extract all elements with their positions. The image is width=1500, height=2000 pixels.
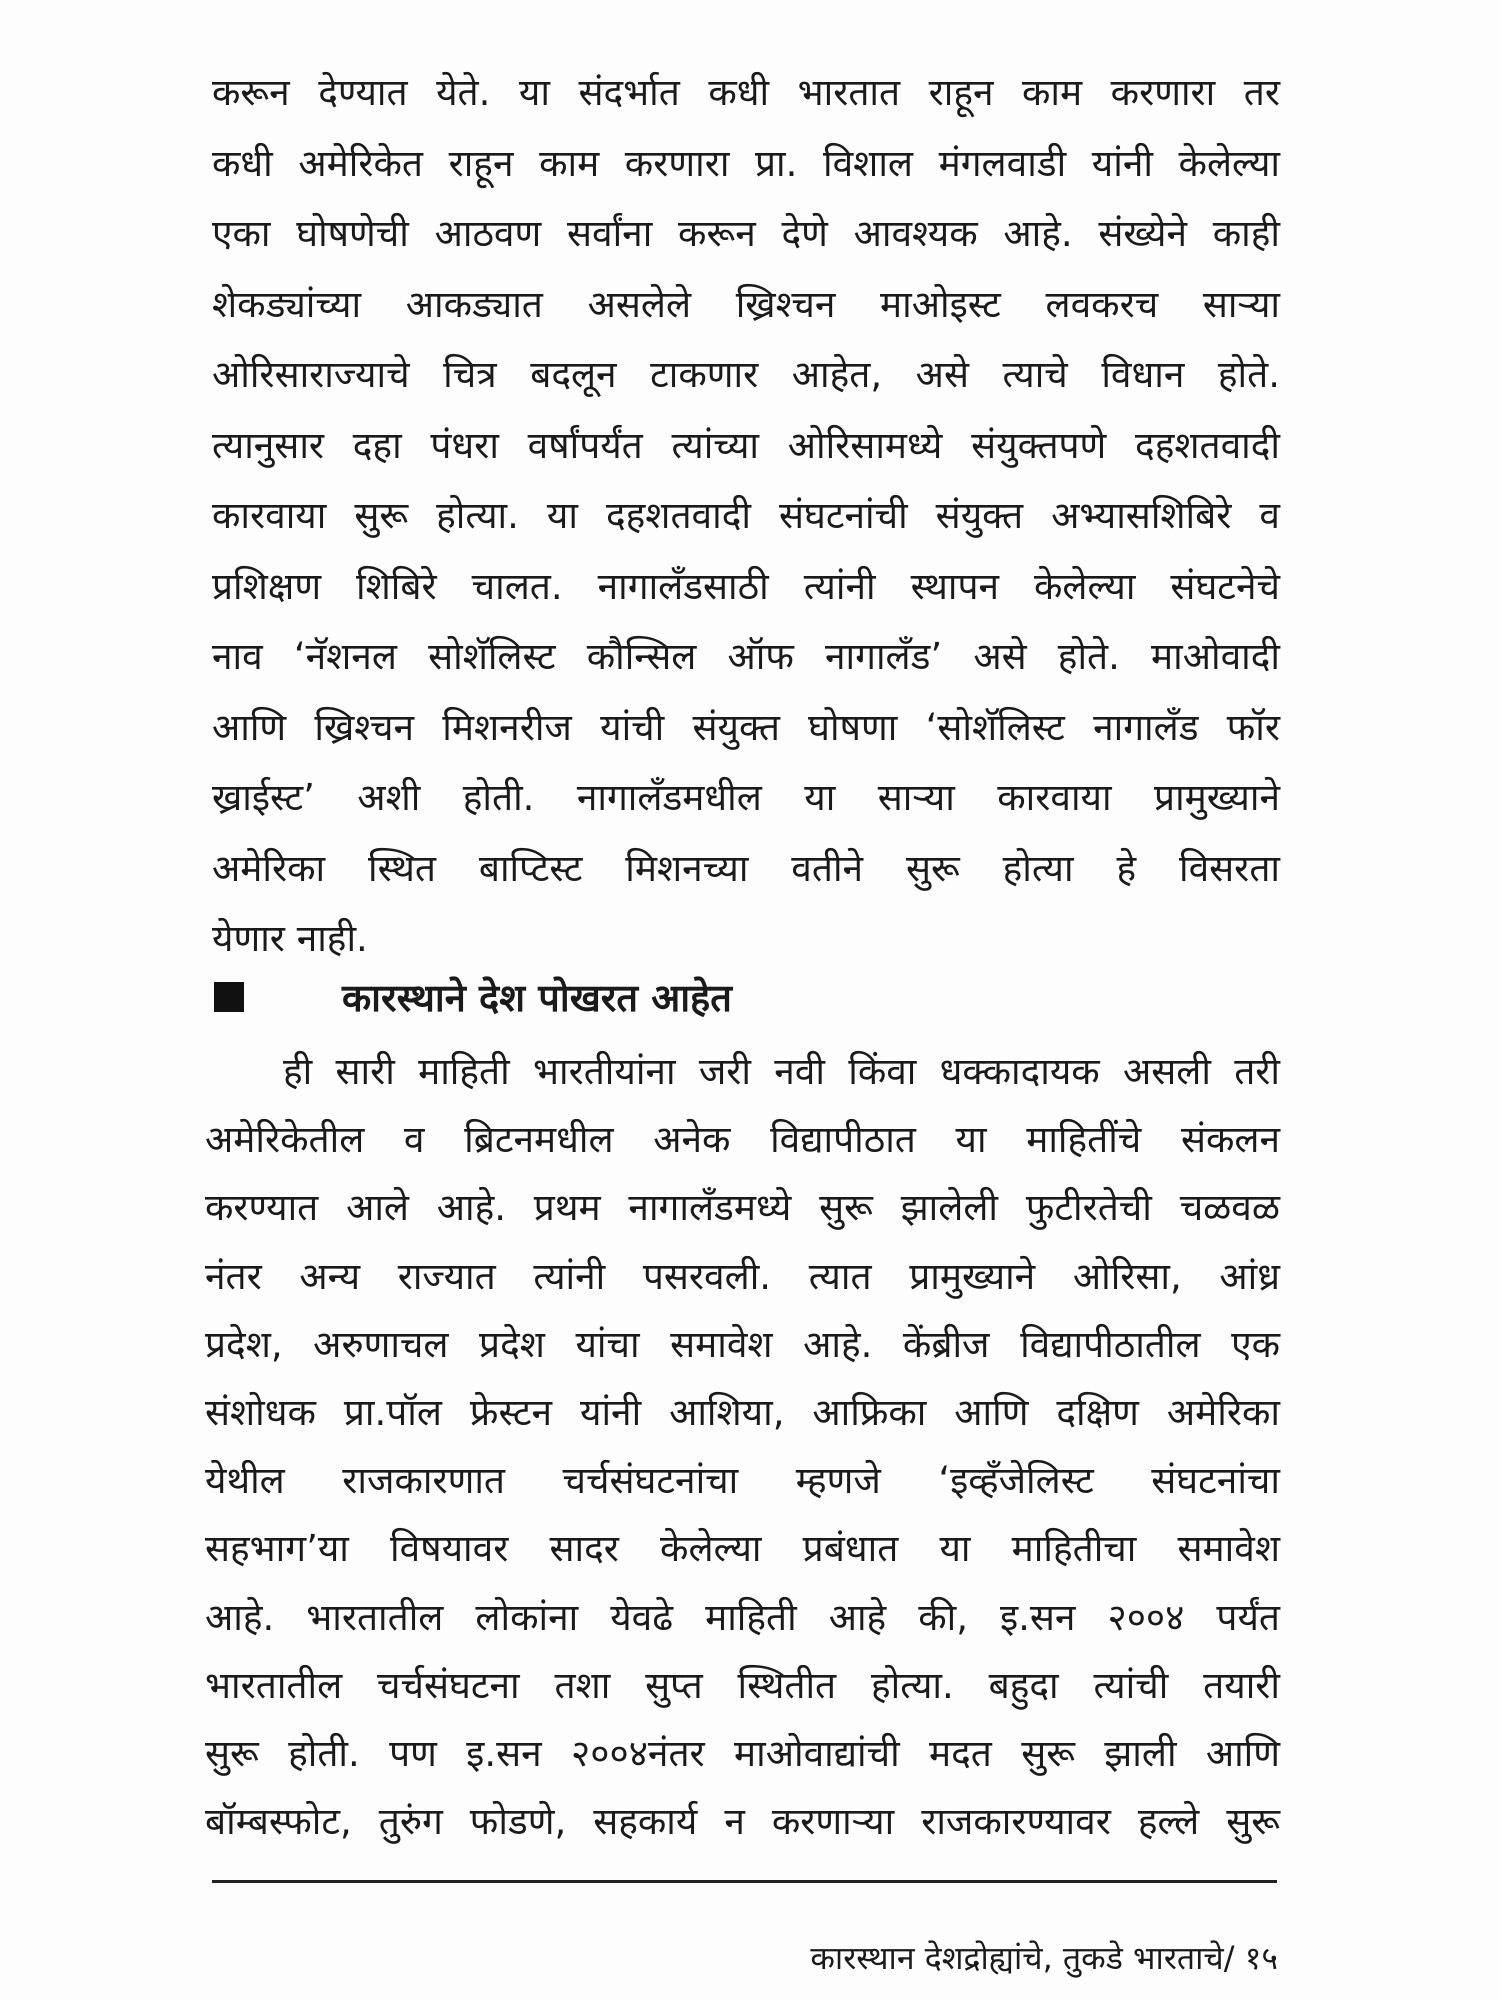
paragraph-2-line: बॉम्बस्फोट, तुरुंग फोडणे, सहकार्य न करणाऱ्या राजकारण्यावर हल्ले सुरू: [205, 1800, 1280, 1844]
footer-divider: [212, 1880, 1277, 1883]
paragraph-2-line: अमेरिकेतील व ब्रिटनमधील अनेक विद्यापीठात या माहितींचे संकलन: [205, 1118, 1280, 1162]
paragraph-2: [205, 1038, 1280, 1856]
paragraph-1-line: कारवाया सुरू होत्या. या दहशतवादी संघटनांची संयुक्त अभ्यासशिबिरे व: [212, 494, 1280, 537]
paragraph-2-line: येथील राजकारणात चर्चसंघटनांचा म्हणजे ‘इव्हँजेलिस्ट संघटनांचा: [205, 1459, 1280, 1503]
paragraph-1-line: नाव ‘नॅशनल सोशॅलिस्ट कौन्सिल ऑफ नागालँड’ असे होते. माओवादी: [212, 635, 1280, 678]
running-footer: कारस्थान देशद्रोह्यांचे, तुकडे भारताचे/ १५: [810, 1939, 1278, 1977]
paragraph-1-line: अमेरिका स्थित बाप्टिस्ट मिशनच्या वतीने सुरू होत्या हे विसरता: [212, 846, 1280, 890]
paragraph-1-line: येणार नाही.: [212, 917, 368, 960]
paragraph-1-line: एका घोषणेची आठवण सर्वांना करून देणे आवश्यक आहे. संख्येने काही: [212, 212, 1280, 255]
paragraph-2-line: करण्यात आले आहे. प्रथम नागालँडमध्ये सुरू झालेली फुटीरतेची चळवळ: [205, 1186, 1280, 1230]
paragraph-2-line: प्रदेश, अरुणाचल प्रदेश यांचा समावेश आहे. केंब्रीज विद्यापीठातील एक: [205, 1322, 1280, 1366]
paragraph-1-line: कधी अमेरिकेत राहून काम करणारा प्रा. विशाल मंगलवाडी यांनी केलेल्या: [212, 141, 1280, 185]
paragraph-1-line: ओरिसाराज्याचे चित्र बदलून टाकणार आहेत, असे त्याचे विधान होते.: [212, 353, 1280, 396]
paragraph-1-line: आणि ख्रिश्चन मिशनरीज यांची संयुक्त घोषणा ‘सोशॅलिस्ट नागालँड फॉर: [212, 705, 1280, 749]
paragraph-1-line: त्यानुसार दहा पंधरा वर्षांपर्यंत त्यांच्या ओरिसामध्ये संयुक्तपणे दहशतवादी: [212, 423, 1280, 467]
section-heading: कारस्थाने देश पोखरत आहेत: [342, 976, 732, 1020]
paragraph-1: [212, 58, 1280, 975]
paragraph-1-line: ख्राईस्ट’ अशी होती. नागालँडमधील या साऱ्या कारवाया प्रामुख्याने: [212, 776, 1280, 819]
paragraph-1-line: शेकड्यांच्या आकड्यात असलेले ख्रिश्चन माओइस्ट लवकरच साऱ्या: [212, 282, 1280, 326]
paragraph-1-line: करून देण्यात येते. या संदर्भात कधी भारतात राहून काम करणारा तर: [212, 71, 1280, 114]
paragraph-2-line: भारतातील चर्चसंघटना तशा सुप्त स्थितीत होत्या. बहुदा त्यांची तयारी: [205, 1663, 1280, 1707]
paragraph-2-line: ही सारी माहिती भारतीयांना जरी नवी किंवा धक्कादायक असली तरी: [283, 1050, 1280, 1093]
paragraph-2-line: नंतर अन्य राज्यात त्यांनी पसरवली. त्यात प्रामुख्याने ओरिसा, आंध्र: [205, 1254, 1280, 1298]
paragraph-2-line: सहभाग’या विषयावर सादर केलेल्या प्रबंधात या माहितीचा समावेश: [205, 1527, 1280, 1571]
paragraph-2-line: आहे. भारतातील लोकांना येवढे माहिती आहे की, इ.सन २००४ पर्यंत: [205, 1595, 1280, 1639]
paragraph-1-line: प्रशिक्षण शिबिरे चालत. नागालँडसाठी त्यांनी स्थापन केलेल्या संघटनेचे: [212, 564, 1280, 608]
paragraph-2-line: संशोधक प्रा.पॉल फ्रेस्टन यांनी आशिया, आफ्रिका आणि दक्षिण अमेरिका: [205, 1390, 1280, 1434]
square-bullet-icon: [214, 982, 244, 1012]
paragraph-2-line: सुरू होती. पण इ.सन २००४नंतर माओवाद्यांची मदत सुरू झाली आणि: [205, 1731, 1280, 1775]
section-heading-row: [212, 970, 1280, 1030]
